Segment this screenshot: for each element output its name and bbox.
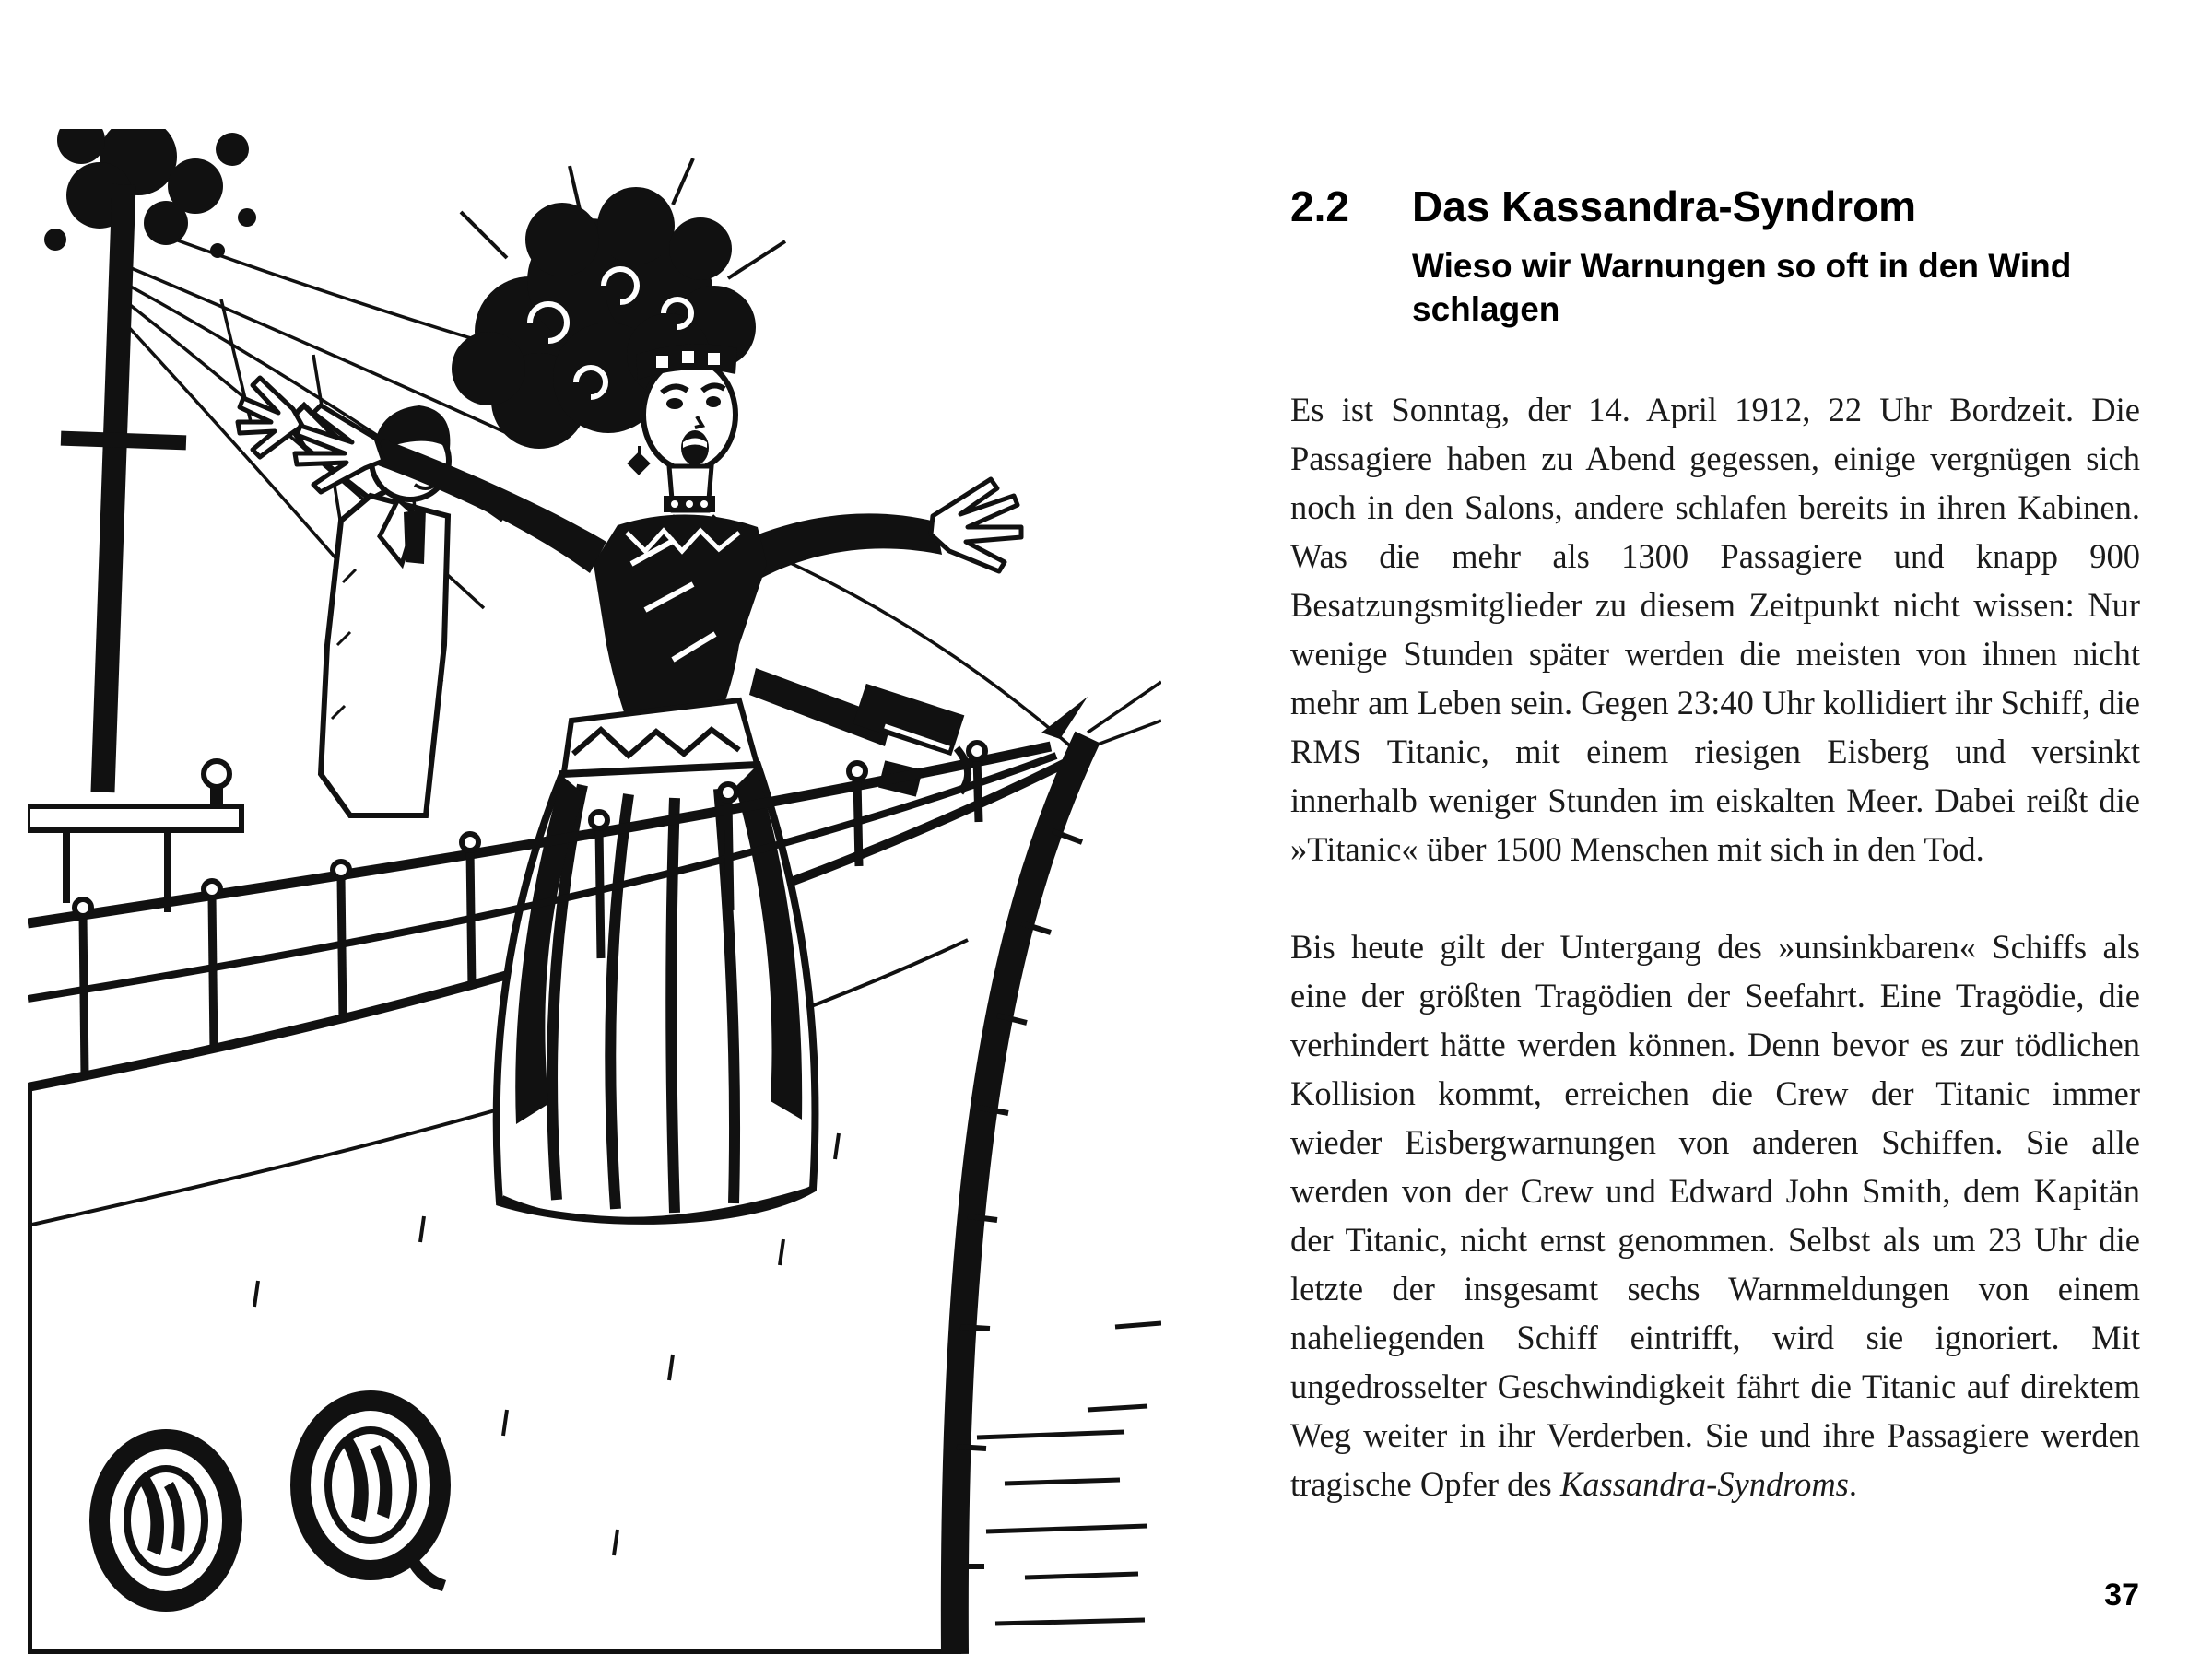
heading-texts bbox=[1412, 182, 2140, 332]
paragraph-2-end: . bbox=[1848, 1464, 1858, 1503]
section-heading bbox=[1290, 182, 2140, 332]
paragraph-2 bbox=[1290, 922, 2140, 1508]
paragraph-2-italic-term: Kassandra-Syndroms bbox=[1559, 1464, 1849, 1503]
titanic-illustration bbox=[28, 129, 1161, 1654]
smoke-cloud bbox=[44, 129, 256, 258]
page-number: 37 bbox=[2104, 1578, 2139, 1613]
section-title: Das Kassandra-Syndrom bbox=[1412, 182, 1917, 230]
text-column bbox=[1290, 182, 2140, 1508]
section-subtitle: Wieso wir Warnungen so oft in den Wind schlagen bbox=[1412, 246, 2072, 329]
water-lines bbox=[977, 1323, 1161, 1624]
porthole-left bbox=[100, 1439, 232, 1601]
titanic-bow-scene-drawing bbox=[28, 129, 1161, 1654]
section-number: 2.2 bbox=[1290, 182, 1349, 230]
paragraph-1: Es ist Sonntag, der 14. April 1912, 22 Uhr Bordzeit. Die Passagiere haben zu Abend gegessen, einige vergnügen sich noch in den Salons, andere schlafen bereits in ihren Kabinen. Was die mehr als 1300 Passagiere und knapp 900 Besatzungsmitglieder zu diesem Zeitpunkt nicht wissen: Nur wenige Stunden später werden die meisten von ihnen nicht mehr am Leben sein. Gegen 23:40 Uhr kollidiert ihr Schiff, die RMS Titanic, mit einem riesigen Eisberg und versinkt innerhalb weniger Stunden im eiskalten Meer. Dabei reißt die »Titanic« über 1500 Menschen mit sich in den Tod. bbox=[1290, 390, 2140, 868]
mast bbox=[61, 184, 186, 793]
body-text bbox=[1290, 385, 2140, 1508]
paragraph-2-text: Bis heute gilt der Untergang des »unsinkbaren« Schiffs als eine der größten Tragödien der Seefahrt. Eine Tragödie, die verhindert hätte werden können. Denn bevor es zur tödlichen Kollision kommt, erreichen die Crew der Titanic immer wieder Eisbergwarnungen von anderen Schiffen. Sie alle werden von der Crew und Edward John Smith, dem Kapitän der Titanic, nicht ernst genommen. Selbst als um 23 Uhr die letzte der insgesamt sechs Warnmeldungen von einem naheliegenden Schiff eintrifft, wird sie ignoriert. Mit ungedrosselter Geschwindigkeit fährt die Titanic auf direktem Weg weiter in ihr Verderben. Sie und ihre Passagiere werden tragische Opfer des bbox=[1290, 927, 2140, 1503]
